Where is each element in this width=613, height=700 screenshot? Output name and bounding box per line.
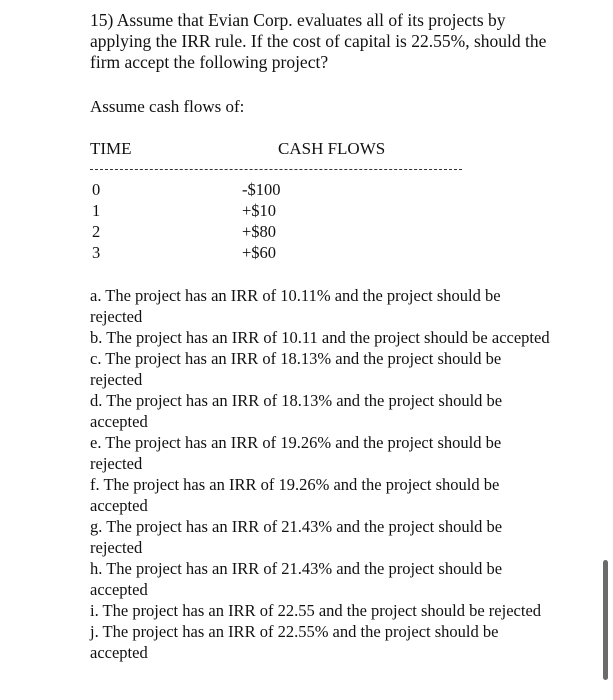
answer-options [90,285,555,663]
cash-flow-table [90,179,350,263]
cash-flow-cell: +$60 [242,243,277,262]
cash-flow-cell: -$100 [242,180,281,199]
option-f[interactable]: f. The project has an IRR of 19.26% and the project should be accepted [90,475,500,515]
cash-flow-cell: +$10 [242,201,277,220]
intro-text: Assume cash flows of: [90,97,245,116]
option-c[interactable]: c. The project has an IRR of 18.13% and the project should be rejected [90,349,502,389]
table-row [90,242,350,263]
option-d[interactable]: d. The project has an IRR of 18.13% and the project should be accepted [90,391,503,431]
option-i[interactable]: i. The project has an IRR of 22.55 and the project should be rejected [90,601,542,620]
option-e[interactable]: e. The project has an IRR of 19.26% and the project should be rejected [90,433,502,473]
question-text: 15) Assume that Evian Corp. evaluates all of its projects by applying the IRR rule. If the cost of capital is 22.55%, should the firm accept the following project? [90,10,547,72]
table-row [90,221,350,242]
option-g[interactable]: g. The project has an IRR of 21.43% and the project should be rejected [90,517,503,557]
cash-flow-cell: +$80 [242,222,277,241]
table-header-cash-flows: CASH FLOWS [278,139,386,158]
table-row [90,179,350,200]
option-h[interactable]: h. The project has an IRR of 21.43% and the project should be accepted [90,559,503,599]
option-b[interactable]: b. The project has an IRR of 10.11 and the project should be accepted [90,328,550,347]
option-j[interactable]: j. The project has an IRR of 22.55% and the project should be accepted [90,622,499,662]
table-header-time: TIME [90,139,132,158]
time-cell: 2 [92,222,101,241]
time-cell: 1 [92,201,101,220]
time-cell: 3 [92,243,101,262]
vertical-scrollbar[interactable] [603,560,608,680]
option-a[interactable]: a. The project has an IRR of 10.11% and the project should be rejected [90,286,501,326]
table-row [90,200,350,221]
time-cell: 0 [92,180,101,199]
dashed-divider [90,169,462,170]
